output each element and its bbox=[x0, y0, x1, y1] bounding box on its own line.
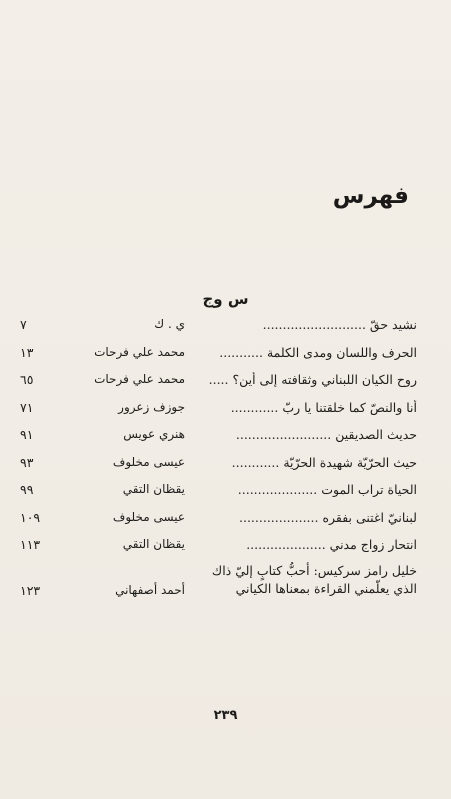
entry-author: جوزف زعرور bbox=[118, 399, 185, 414]
entry-author: محمد علي فرحات bbox=[94, 344, 185, 359]
entry-author: يقظان التقي bbox=[122, 482, 185, 496]
entry-page-number: ٩٩ bbox=[20, 482, 34, 497]
entry-page-number: ٧١ bbox=[20, 399, 34, 415]
toc-entry bbox=[20, 562, 417, 608]
entry-page-number: ١٠٩ bbox=[20, 509, 41, 525]
entry-title: أنا والنصّ كما خلقتنا يا ربّ ............ bbox=[230, 399, 417, 415]
entry-title: حيث الحرّيّة شهيدة الحرّيّة ............ bbox=[231, 454, 417, 470]
entry-page-number: ١١٣ bbox=[20, 537, 41, 552]
page-number: ٢٣٩ bbox=[213, 708, 238, 723]
entry-author: عيسى مخلوف bbox=[112, 509, 185, 524]
toc-entry bbox=[20, 424, 417, 452]
entry-author: هنري عويس bbox=[123, 427, 185, 441]
entry-title: روح الكيان اللبناني وثقافته إلى أين؟ ..... bbox=[208, 372, 417, 387]
table-of-contents bbox=[20, 314, 417, 608]
entry-title: حديث الصديقين ........................ bbox=[235, 427, 417, 442]
toc-entry bbox=[20, 397, 417, 425]
entry-author: أحمد أصفهاني bbox=[115, 582, 185, 597]
toc-entry bbox=[20, 369, 417, 397]
entry-page-number: ٩٣ bbox=[20, 454, 34, 470]
page-title: فهرس bbox=[332, 183, 409, 209]
section-heading: س وج bbox=[202, 290, 249, 308]
entry-author: يقظان التقي bbox=[122, 537, 185, 551]
toc-entry bbox=[20, 534, 417, 562]
toc-entry bbox=[20, 314, 417, 342]
entry-page-number: ٧ bbox=[20, 317, 27, 332]
entry-title: نشيد حقّ .......................... bbox=[262, 317, 417, 332]
entry-title: الحياة تراب الموت .................... bbox=[237, 482, 417, 497]
entry-author: محمد علي فرحات bbox=[94, 372, 185, 386]
entry-title: انتحار زواج مدني .................... bbox=[246, 537, 417, 552]
entry-title: خليل رامز سركيس: أحبُّ كتابٍ إليّ ذاك الذي يعلّمني القراءة بمعناها الكياني bbox=[211, 562, 417, 596]
toc-entry bbox=[20, 507, 417, 535]
entry-author: عيسى مخلوف bbox=[112, 454, 185, 469]
entry-page-number: ١٣ bbox=[20, 344, 34, 360]
entry-title: الحرف واللسان ومدى الكلمة ........... bbox=[219, 344, 417, 360]
entry-page-number: ٩١ bbox=[20, 427, 34, 442]
entry-page-number: ١٢٣ bbox=[20, 582, 41, 598]
toc-entry bbox=[20, 479, 417, 507]
toc-entry bbox=[20, 452, 417, 480]
toc-entry bbox=[20, 342, 417, 370]
entry-page-number: ٦٥ bbox=[20, 372, 34, 387]
entry-title: لبنانيّ اغتنى بفقره .................... bbox=[239, 509, 417, 525]
entry-author: ي . ك bbox=[154, 317, 185, 331]
